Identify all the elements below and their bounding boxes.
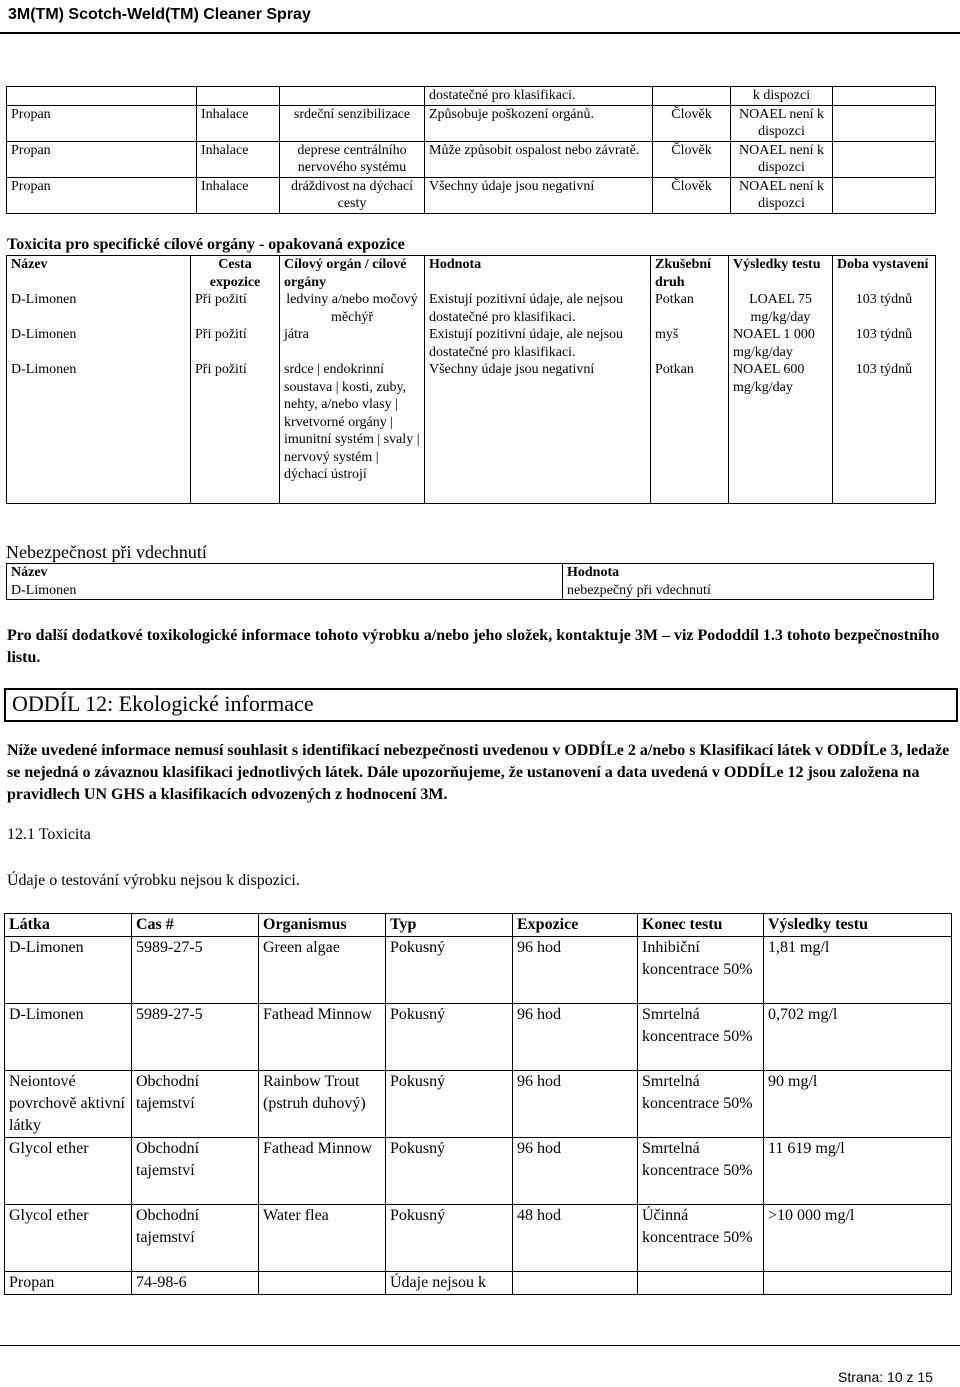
table-cell: NOAEL není k dispozci bbox=[731, 177, 833, 213]
table-cell: Cílový orgán / cílové orgány bbox=[280, 256, 425, 292]
table-cell: Potkan bbox=[651, 361, 729, 504]
table-cell: 90 mg/l bbox=[764, 1071, 952, 1138]
table-cell: D-Limonen bbox=[7, 582, 563, 600]
table-row bbox=[7, 326, 936, 361]
table-cell bbox=[197, 87, 280, 106]
table-cell: 5989-27-5 bbox=[132, 937, 259, 1004]
table-cell: 11 619 mg/l bbox=[764, 1138, 952, 1205]
table-cell bbox=[259, 1272, 386, 1295]
footer-divider bbox=[0, 1345, 960, 1346]
table-cell: ledviny a/nebo močový měchýř bbox=[280, 291, 425, 326]
table-row bbox=[7, 87, 936, 106]
table-cell: myš bbox=[651, 326, 729, 361]
table-cell: Propan bbox=[7, 105, 197, 141]
table-cell: Expozice bbox=[513, 914, 638, 937]
table-cell: Glycol ether bbox=[5, 1138, 132, 1205]
table-cell: Potkan bbox=[651, 291, 729, 326]
table-cell: Obchodní tajemství bbox=[132, 1205, 259, 1272]
table-row bbox=[5, 1071, 952, 1138]
table-cell: Může způsobit ospalost nebo závratě. bbox=[425, 141, 653, 177]
table-cell: Typ bbox=[386, 914, 513, 937]
table-cell: Inhibiční koncentrace 50% bbox=[638, 937, 764, 1004]
table-cell: Způsobuje poškození orgánů. bbox=[425, 105, 653, 141]
table-row bbox=[5, 1138, 952, 1205]
table-cell: Organismus bbox=[259, 914, 386, 937]
table-cell: Propan bbox=[7, 141, 197, 177]
table-cell: NOAEL není k dispozci bbox=[731, 141, 833, 177]
table-cell: D-Limonen bbox=[7, 291, 191, 326]
table-cell: Zkušební druh bbox=[651, 256, 729, 292]
document-header: 3M(TM) Scotch-Weld(TM) Cleaner Spray bbox=[8, 6, 311, 23]
table-cell: 48 hod bbox=[513, 1205, 638, 1272]
table-cell: Existují pozitivní údaje, ale nejsou dostatečné pro klasifikaci. bbox=[425, 326, 651, 361]
table-cell: Inhalace bbox=[197, 177, 280, 213]
table-row bbox=[5, 1272, 952, 1295]
table-cell: Účinná koncentrace 50% bbox=[638, 1205, 764, 1272]
repeated-exposure-title: Toxicita pro specifické cílové orgány - opakovaná expozice bbox=[7, 236, 405, 253]
table-cell: dráždivost na dýchací cesty bbox=[280, 177, 425, 213]
table-cell: Smrtelná koncentrace 50% bbox=[638, 1004, 764, 1071]
page-number: Strana: 10 z 15 bbox=[838, 1369, 933, 1385]
table-cell bbox=[653, 87, 731, 106]
table-cell: D-Limonen bbox=[5, 1004, 132, 1071]
table-cell: Obchodní tajemství bbox=[132, 1138, 259, 1205]
table-cell: 103 týdnů bbox=[833, 361, 936, 504]
table-cell: Název bbox=[7, 256, 191, 292]
table-cell: Rainbow Trout (pstruh duhový) bbox=[259, 1071, 386, 1138]
repeated-exposure-table bbox=[6, 255, 936, 504]
table-row bbox=[5, 1205, 952, 1272]
table-cell: srdce | endokrinní soustava | kosti, zuby, nehty, a/nebo vlasy | krvetvorné orgány | imunitní systém | svaly | nervový systém | dýchací ústrojí bbox=[280, 361, 425, 504]
table-cell: Green algae bbox=[259, 937, 386, 1004]
table-cell: Hodnota bbox=[425, 256, 651, 292]
table-cell: D-Limonen bbox=[5, 937, 132, 1004]
table-cell: Inhalace bbox=[197, 141, 280, 177]
table-cell: 96 hod bbox=[513, 1138, 638, 1205]
table-cell: 96 hod bbox=[513, 937, 638, 1004]
table-cell: Pokusný bbox=[386, 1071, 513, 1138]
table-cell: Smrtelná koncentrace 50% bbox=[638, 1071, 764, 1138]
table-cell: Výsledky testu bbox=[764, 914, 952, 937]
table-cell: Smrtelná koncentrace 50% bbox=[638, 1138, 764, 1205]
single-exposure-table bbox=[6, 86, 936, 214]
table-cell: deprese centrálního nervového systému bbox=[280, 141, 425, 177]
table-cell: LOAEL 75 mg/kg/day bbox=[729, 291, 833, 326]
table-cell: 0,702 mg/l bbox=[764, 1004, 952, 1071]
table-cell: Pokusný bbox=[386, 1004, 513, 1071]
table-cell: Propan bbox=[5, 1272, 132, 1295]
table-row bbox=[5, 1004, 952, 1071]
table-cell: 103 týdnů bbox=[833, 291, 936, 326]
table-row bbox=[7, 361, 936, 504]
table-cell bbox=[638, 1272, 764, 1295]
table-cell: Konec testu bbox=[638, 914, 764, 937]
table-cell: Člověk bbox=[653, 177, 731, 213]
table-row bbox=[7, 177, 936, 213]
table-cell bbox=[833, 87, 936, 106]
table-cell: k dispozci bbox=[731, 87, 833, 106]
table-cell: >10 000 mg/l bbox=[764, 1205, 952, 1272]
toxicology-note: Pro další dodatkové toxikologické informace tohoto výrobku a/nebo jeho složek, kontaktuje 3M – viz Pododdíl 1.3 tohoto bezpečnostního listu. bbox=[7, 627, 940, 666]
table-cell: Neiontové povrchově aktivní látky bbox=[5, 1071, 132, 1138]
table-cell bbox=[833, 105, 936, 141]
table-header-row bbox=[7, 564, 934, 582]
table-cell: Hodnota bbox=[563, 564, 934, 582]
table-cell: 96 hod bbox=[513, 1071, 638, 1138]
table-cell: Údaje nejsou k bbox=[386, 1272, 513, 1295]
table-header-row bbox=[7, 256, 936, 292]
table-cell: srdeční senzibilizace bbox=[280, 105, 425, 141]
aspiration-title: Nebezpečnost při vdechnutí bbox=[6, 542, 207, 562]
table-cell: 96 hod bbox=[513, 1004, 638, 1071]
table-cell: Obchodní tajemství bbox=[132, 1071, 259, 1138]
table-cell: nebezpečný při vdechnutí bbox=[563, 582, 934, 600]
section-12-paragraph: Níže uvedené informace nemusí souhlasit s identifikací nebezpečnosti uvedenou v ODDÍLe 2 a/nebo s Klasifikací látek v ODDÍLe 3, ledaže se nejedná o závaznou klasifikaci jednotlivých látek. Dále upozorňujeme, že ustanovení a data uvedená v ODDÍLe 12 jsou založena na pravidlech UN GHS a klasifikacích odvozených z hodnocení 3M. bbox=[7, 742, 950, 803]
table-cell: Inhalace bbox=[197, 105, 280, 141]
table-cell: 5989-27-5 bbox=[132, 1004, 259, 1071]
table-row bbox=[7, 105, 936, 141]
table-cell bbox=[764, 1272, 952, 1295]
table-cell: Název bbox=[7, 564, 563, 582]
table-cell: 103 týdnů bbox=[833, 326, 936, 361]
table-cell: Při požití bbox=[191, 326, 280, 361]
table-cell: Všechny údaje jsou negativní bbox=[425, 177, 653, 213]
table-cell: Cesta expozice bbox=[191, 256, 280, 292]
table-header-row bbox=[5, 914, 952, 937]
table-cell: játra bbox=[280, 326, 425, 361]
table-cell: Výsledky testu bbox=[729, 256, 833, 292]
table-cell: Existují pozitivní údaje, ale nejsou dostatečné pro klasifikaci. bbox=[425, 291, 651, 326]
header-divider bbox=[0, 32, 960, 34]
table-cell bbox=[7, 87, 197, 106]
table-row bbox=[7, 582, 934, 600]
table-cell: Propan bbox=[7, 177, 197, 213]
table-cell: NOAEL 600 mg/kg/day bbox=[729, 361, 833, 504]
table-cell: Doba vystavení bbox=[833, 256, 936, 292]
table-cell: D-Limonen bbox=[7, 361, 191, 504]
table-cell bbox=[833, 141, 936, 177]
table-cell: Při požití bbox=[191, 361, 280, 504]
table-cell: 1,81 mg/l bbox=[764, 937, 952, 1004]
aspiration-table bbox=[6, 563, 934, 600]
table-cell: Člověk bbox=[653, 141, 731, 177]
table-cell bbox=[833, 177, 936, 213]
table-row bbox=[7, 291, 936, 326]
table-cell: NOAEL 1 000 mg/kg/day bbox=[729, 326, 833, 361]
subsection-title: 12.1 Toxicita bbox=[7, 826, 91, 843]
table-cell: Člověk bbox=[653, 105, 731, 141]
table-cell: Všechny údaje jsou negativní bbox=[425, 361, 651, 504]
table-cell: Pokusný bbox=[386, 937, 513, 1004]
table-cell: D-Limonen bbox=[7, 326, 191, 361]
table-cell bbox=[280, 87, 425, 106]
table-cell: NOAEL není k dispozci bbox=[731, 105, 833, 141]
table-cell: Glycol ether bbox=[5, 1205, 132, 1272]
section-12-title: ODDÍL 12: Ekologické informace bbox=[12, 691, 314, 716]
eco-toxicity-table bbox=[4, 913, 952, 1295]
table-cell bbox=[513, 1272, 638, 1295]
no-data-text: Údaje o testování výrobku nejsou k dispozici. bbox=[7, 872, 300, 889]
table-cell: Cas # bbox=[132, 914, 259, 937]
table-cell: Při požití bbox=[191, 291, 280, 326]
table-cell: Pokusný bbox=[386, 1205, 513, 1272]
table-cell: Látka bbox=[5, 914, 132, 937]
table-cell: dostatečné pro klasifikaci. bbox=[425, 87, 653, 106]
table-row bbox=[5, 937, 952, 1004]
table-cell: Water flea bbox=[259, 1205, 386, 1272]
table-cell: Pokusný bbox=[386, 1138, 513, 1205]
table-row bbox=[7, 141, 936, 177]
table-cell: Fathead Minnow bbox=[259, 1138, 386, 1205]
table-cell: Fathead Minnow bbox=[259, 1004, 386, 1071]
table-cell: 74-98-6 bbox=[132, 1272, 259, 1295]
